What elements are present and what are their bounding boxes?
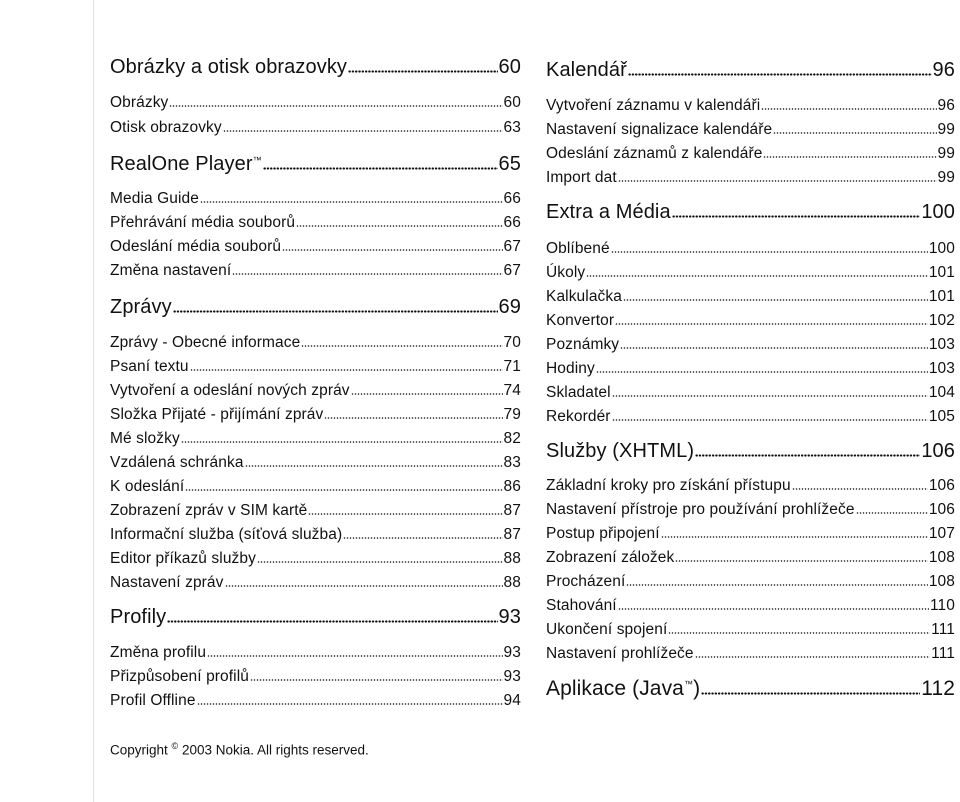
toc-label-text: Postup připojení [546,525,660,542]
toc-entry[interactable] [546,378,955,402]
toc-entry[interactable] [546,543,955,567]
toc-entry-label [110,214,295,232]
dot-leader [612,419,928,421]
toc-label-text: Hodiny [546,360,595,377]
toc-entry-label [546,288,622,306]
toc-section-entry[interactable] [546,54,955,82]
toc-entry[interactable] [110,113,521,137]
toc-entry[interactable] [546,163,955,187]
dot-leader [232,273,502,275]
page-number: 96 [937,97,955,114]
dot-leader [623,299,928,301]
toc-section-title [546,440,694,463]
toc-label-text: K odeslání [110,478,185,495]
toc-label-text: Profily [110,606,167,628]
toc-entry[interactable] [546,282,955,306]
toc-label-text: Obrázky [110,94,169,111]
toc-entry[interactable] [546,91,955,115]
toc-label-text: Extra a Média [546,201,671,223]
copyright-symbol: © [171,741,179,751]
toc-section-entry[interactable] [546,673,955,701]
dot-leader [628,73,932,76]
toc-entry-label [546,549,674,567]
page-number: 60 [503,94,521,111]
page-divider-line [93,0,94,802]
toc-entry-label [546,525,660,543]
dot-leader [343,537,502,539]
dot-leader [185,489,502,491]
toc-entry[interactable] [546,306,955,330]
dot-leader [263,167,498,170]
toc-entry[interactable] [546,591,955,615]
page-number: 110 [929,597,955,614]
page-number: 93 [498,606,521,628]
dot-leader [223,130,503,132]
toc-entry-label [110,430,180,448]
page-number: 99 [937,169,955,186]
page-number: 105 [928,408,955,425]
toc-entry-label [110,478,184,496]
toc-entry[interactable] [546,115,955,139]
dot-leader [207,655,502,657]
toc-entry[interactable] [110,448,521,472]
dot-leader [620,347,928,349]
toc-label-text: Služby (XHTML) [546,440,695,462]
toc-entry[interactable] [546,639,955,663]
toc-section-entry[interactable] [546,435,955,463]
page-number: 82 [503,430,521,447]
toc-entry-label [110,238,281,256]
toc-section-title [546,677,700,701]
page-number: 88 [503,550,521,567]
page-number: 65 [498,153,521,175]
toc-label-text: Rekordér [546,408,611,425]
toc-entry-label [110,262,231,280]
dot-leader [169,105,502,107]
dot-leader [245,465,503,467]
dot-leader [701,692,920,695]
toc-label-text: Nastavení zpráv [110,574,224,591]
toc-label-text: Přizpůsobení profilů [110,668,249,685]
toc-entry[interactable] [546,471,955,495]
toc-label-text: Vytvoření a odeslání nových zpráv [110,382,350,399]
toc-entry[interactable] [546,330,955,354]
toc-entry[interactable] [546,519,955,543]
page-number: 96 [932,59,955,81]
toc-entry[interactable] [110,686,521,710]
toc-entry[interactable] [546,615,955,639]
toc-label-text: Zprávy [110,296,172,318]
page-number: 94 [503,692,521,709]
toc-label-text: Import dat [546,169,617,186]
toc-section-title [110,606,166,629]
toc-entry-label [546,240,610,258]
dot-leader [763,156,936,158]
page-number: 79 [503,406,521,423]
page-number: 112 [921,677,955,700]
dot-leader [612,395,928,397]
toc-entry[interactable] [546,234,955,258]
toc-label-text: Psaní textu [110,358,189,375]
toc-entry-label [110,526,342,544]
toc-entry-label [546,384,611,402]
dot-leader [250,679,503,681]
toc-section-title [110,153,262,176]
toc-label-text: Procházení [546,573,626,590]
toc-label-text: Skladatel [546,384,611,401]
page-number: 101 [928,288,955,305]
toc-label-text: Aplikace (Java [546,677,684,700]
toc-entry-label [546,336,619,354]
toc-entry[interactable] [110,208,521,232]
page-number: 70 [503,334,521,351]
toc-entry-label [110,692,196,710]
page-number: 66 [503,190,521,207]
dot-leader [296,225,502,227]
page-number: 63 [503,119,521,136]
toc-entry[interactable] [110,184,521,208]
page-number: 100 [921,201,955,223]
page-number: 69 [498,296,521,318]
page-number: 103 [928,360,955,377]
page-number: 87 [503,502,521,519]
toc-entry[interactable] [110,472,521,496]
dot-leader [695,656,931,658]
copyright-prefix: Copyright [110,742,168,758]
toc-entry-label [546,408,611,426]
dot-leader [190,369,503,371]
toc-label-text: Zobrazení záložek [546,549,675,566]
page-number: 87 [503,526,521,543]
toc-entry[interactable] [110,328,521,352]
dot-leader [167,620,497,623]
toc-entry[interactable] [546,354,955,378]
toc-entry-label [110,190,199,208]
toc-entry-label [110,502,307,520]
toc-entry-label [110,550,256,568]
toc-entry[interactable] [110,496,521,520]
toc-entry[interactable] [546,402,955,426]
toc-entry[interactable] [546,495,955,519]
toc-section-title [110,56,347,79]
toc-label-text: Ukončení spojení [546,621,668,638]
page-number: 99 [937,145,955,162]
toc-section-entry[interactable] [110,601,521,629]
toc-entry-label [546,597,617,615]
page-number: 83 [503,454,521,471]
toc-entry[interactable] [110,568,521,592]
toc-entry-label [546,312,614,330]
page-number: 104 [928,384,955,401]
page-number: 106 [928,477,955,494]
page-number: 86 [503,478,521,495]
page-number: 108 [928,573,955,590]
toc-entry-label [110,334,300,352]
toc-label-text: Odeslání záznamů z kalendáře [546,145,763,162]
toc-label-text: Změna nastavení [110,262,232,279]
dot-leader [615,323,928,325]
toc-entry-label [546,169,617,187]
toc-entry-label [546,121,772,139]
toc-section-title [546,59,627,82]
toc-label-text: Nastavení signalizace kalendáře [546,121,773,138]
toc-entry-label [110,358,189,376]
dot-leader [596,371,928,373]
page-number: 60 [498,56,521,78]
page-number: 107 [928,525,955,542]
toc-entry-label [546,573,625,591]
dot-leader [200,201,503,203]
toc-entry[interactable] [110,520,521,544]
dot-leader [661,536,928,538]
toc-entry[interactable] [110,424,521,448]
toc-entry-label [546,360,595,378]
dot-leader [618,608,929,610]
toc-label-text: Odeslání média souborů [110,238,282,255]
toc-label-text: Mé složky [110,430,180,447]
toc-label-text: Vzdálená schránka [110,454,244,471]
dot-leader [626,584,927,586]
dot-leader [672,215,921,218]
toc-label-text: Složka Přijaté - přijímání zpráv [110,406,324,423]
toc-entry-label [110,382,350,400]
page-number: 103 [928,336,955,353]
dot-leader [668,632,930,634]
toc-section-entry[interactable] [110,51,521,79]
toc-label-text: RealOne Player [110,153,253,175]
page-number: 106 [921,440,955,462]
toc-label-text: Zprávy - Obecné informace [110,334,301,351]
toc-label-text: Informační služba (síťová služba) [110,526,343,543]
toc-label-text: Stahování [546,597,617,614]
toc-label-text: Editor příkazů služby [110,550,256,567]
page-number: 99 [937,121,955,138]
dot-leader [695,454,920,457]
toc-entry-label [546,145,762,163]
dot-leader [348,70,498,73]
toc-entry[interactable] [546,139,955,163]
toc-entry-label [546,477,791,495]
page-number: 102 [928,312,955,329]
page-number: 67 [503,238,521,255]
toc-label-text: Vytvoření záznamu v kalendáři [546,97,761,114]
toc-entry[interactable] [110,638,521,662]
trademark-mark: ™ [252,155,262,165]
page-number: 88 [503,574,521,591]
toc-entry-label [110,668,249,686]
dot-leader [351,393,503,395]
toc-entry-label [546,501,855,519]
toc-label-text: Změna profilu [110,644,207,661]
toc-label-text: Kalkulačka [546,288,622,305]
dot-leader [792,488,928,490]
toc-entry-label [110,406,323,424]
dot-leader [173,310,498,313]
dot-leader [225,585,503,587]
toc-label-text: Obrázky a otisk obrazovky [110,56,348,78]
toc-entry[interactable] [110,352,521,376]
toc-label-text: Zobrazení zpráv v SIM kartě [110,502,308,519]
toc-label-text: Poznámky [546,336,620,353]
toc-section-entry[interactable] [110,291,521,319]
toc-entry-label [110,644,206,662]
page-number: 108 [928,549,955,566]
page-number: 106 [928,501,955,518]
page-number: 100 [928,240,955,257]
toc-entry-label [546,264,585,282]
page-number: 111 [931,621,955,638]
toc-label-text: Základní kroky pro získání přístupu [546,477,791,494]
page-number: 71 [503,358,521,375]
toc-entry-label [110,574,224,592]
toc-entry[interactable] [546,258,955,282]
toc-label-text: Nastavení přístroje pro používání prohlížeče [546,501,855,518]
toc-entry-label [110,94,168,112]
dot-leader [618,180,937,182]
dot-leader [308,513,502,515]
trademark-mark: ™ [683,679,694,689]
page-number: 66 [503,214,521,231]
copyright-text: 2003 Nokia. All rights reserved. [181,742,369,758]
toc-label-text: Profil Offline [110,692,196,709]
toc-section-entry[interactable] [110,148,521,176]
toc-section-entry[interactable] [546,196,955,224]
page-number: 93 [503,644,521,661]
page-number: 93 [503,668,521,685]
toc-entry[interactable] [110,400,521,424]
dot-leader [856,512,928,514]
toc-entry[interactable] [110,376,521,400]
toc-label-text: Přehrávání média souborů [110,214,296,231]
toc-entry-label [110,454,244,472]
toc-label-text: Úkoly [546,264,586,281]
toc-entry[interactable] [110,544,521,568]
dot-leader [324,417,502,419]
page-number: 111 [931,645,955,662]
dot-leader [181,441,503,443]
dot-leader [773,132,936,134]
toc-entry[interactable] [110,256,521,280]
dot-leader [761,108,936,110]
toc-label-text: Oblíbené [546,240,610,257]
toc-entry-label [110,119,222,137]
toc-entry[interactable] [546,567,955,591]
toc-section-title [110,296,172,319]
toc-label-suffix: ) [693,677,701,700]
toc-entry-label [546,97,760,115]
dot-leader [301,345,502,347]
toc-label-text: Nastavení prohlížeče [546,645,694,662]
page-number: 101 [928,264,955,281]
toc-entry-label [546,645,694,663]
dot-leader [611,251,928,253]
toc-entry-label [546,621,667,639]
toc-entry[interactable] [110,232,521,256]
page-number: 74 [503,382,521,399]
dot-leader [586,275,928,277]
toc-label-text: Otisk obrazovky [110,119,222,136]
dot-leader [282,249,502,251]
toc-entry[interactable] [110,88,521,112]
dot-leader [257,561,503,563]
copyright-notice [110,741,369,758]
page-number: 67 [503,262,521,279]
toc-label-text: Kalendář [546,59,627,81]
toc-label-text: Konvertor [546,312,615,329]
toc-entry[interactable] [110,662,521,686]
toc-section-title [546,201,671,224]
toc-label-text: Media Guide [110,190,199,207]
dot-leader [197,703,503,705]
dot-leader [675,560,927,562]
